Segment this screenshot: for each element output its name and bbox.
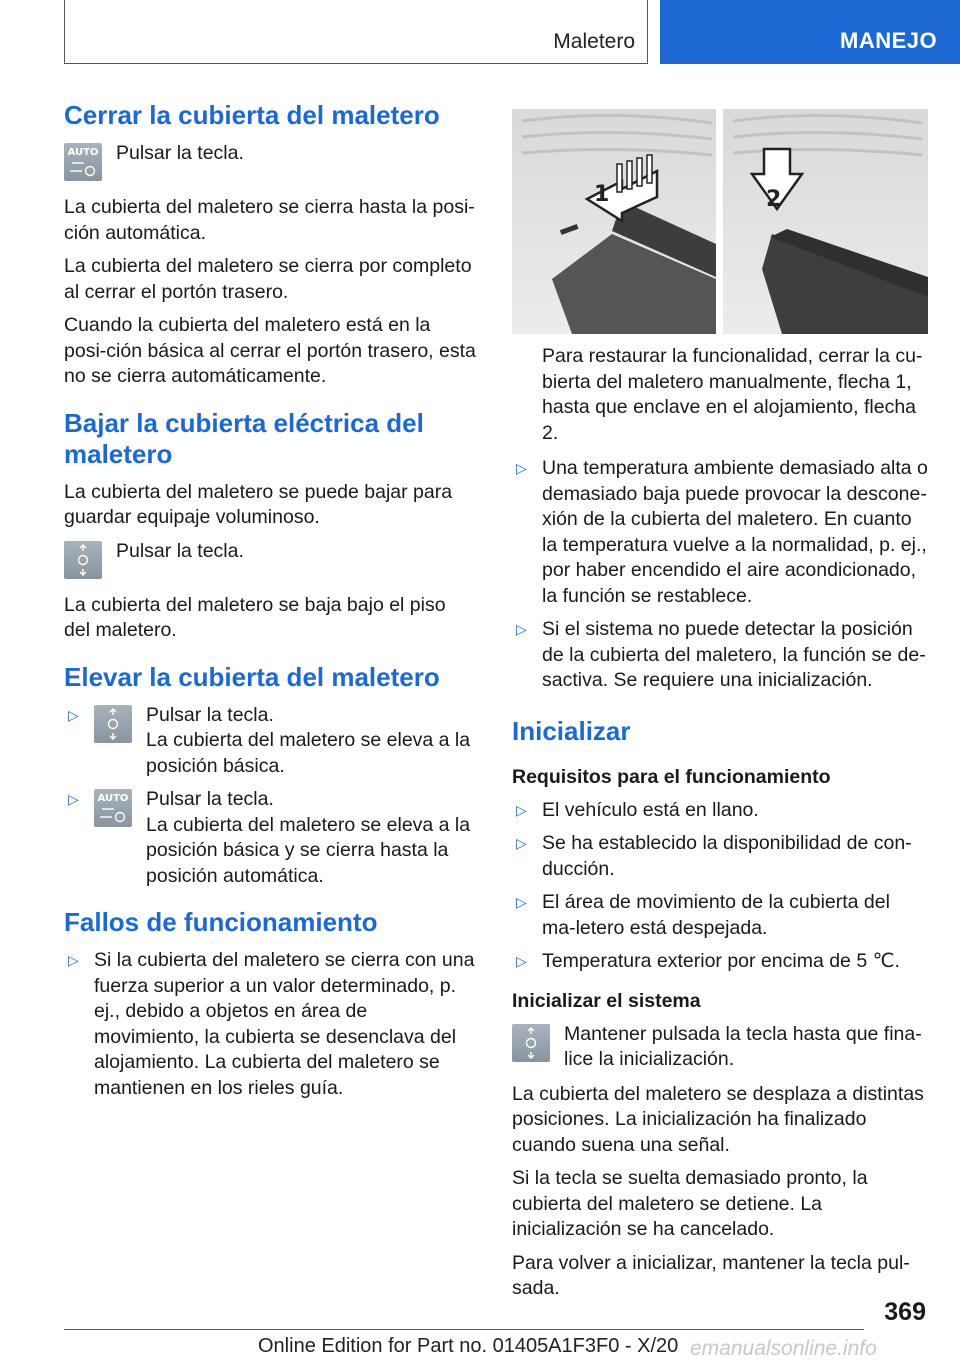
key-instruction bbox=[64, 141, 476, 187]
key-instruction bbox=[94, 787, 476, 889]
cover-up-down-key-icon bbox=[64, 541, 102, 579]
header-chapter-title: MANEJO bbox=[840, 28, 938, 53]
section-close-cover bbox=[64, 100, 476, 390]
header-box bbox=[64, 0, 648, 64]
photo-label-2: 2 bbox=[766, 187, 782, 212]
list-item-text: El vehículo está en llano. bbox=[542, 798, 759, 821]
cover-up-down-key-icon bbox=[512, 1024, 550, 1062]
list-item bbox=[512, 617, 928, 694]
footer-edition: Online Edition for Part no. 01405A1F3F0 - X/20 bbox=[258, 1335, 679, 1357]
key-instruction-text: Pulsar la tecla. bbox=[116, 539, 244, 562]
bullet-triangle-icon: ▷ bbox=[68, 706, 79, 723]
bullet-list bbox=[512, 456, 928, 694]
bullet-list bbox=[512, 798, 928, 975]
photo-label-1: 1 bbox=[594, 182, 610, 207]
photo-caption: Para restaurar la funcionalidad, cerrar la cu‐bierta del maletero manualmente, flecha 1, hasta que enclave en el alojamiento, flecha 2. bbox=[542, 345, 923, 444]
list-item bbox=[512, 890, 928, 941]
section-malfunctions bbox=[64, 907, 476, 1101]
header-chapter-tab bbox=[660, 0, 960, 64]
auto-close-key-icon bbox=[64, 143, 102, 181]
subsection-title: Inicializar el sistema bbox=[512, 989, 701, 1012]
key-instruction bbox=[512, 1022, 928, 1074]
key-instruction-text: Pulsar la tecla. bbox=[146, 788, 274, 810]
list-item-text: Se ha establecido la disponibilidad de con‐ducción. bbox=[542, 832, 912, 880]
key-instruction bbox=[94, 703, 476, 780]
paragraph: Si la tecla se suelta demasiado pronto, la cubierta del maletero se detiene. La inicialización se ha cancelado. bbox=[512, 1167, 868, 1240]
key-instruction-text: Pulsar la tecla. bbox=[146, 703, 274, 726]
list-item bbox=[64, 787, 476, 889]
bullet-triangle-icon: ▷ bbox=[516, 621, 527, 637]
bullet-triangle-icon: ▷ bbox=[516, 835, 527, 851]
footer-divider bbox=[64, 1329, 864, 1330]
list-item-text: Una temperatura ambiente demasiado alta o demasiado baja puede provocar la descone‐xión de la cubierta del maletero. En cuanto la temperatura vuelve a la normalidad, p. ej., por haber encendido el aire acondicionado, la función se restablece. bbox=[542, 457, 928, 607]
key-instruction-text: Mantener pulsada la tecla hasta que fina‐lice la inicialización. bbox=[564, 1022, 922, 1070]
section-raise-cover bbox=[64, 662, 476, 890]
section-lower-cover bbox=[64, 408, 476, 644]
section-title: Fallos de funcionamiento bbox=[64, 907, 378, 937]
list-item bbox=[512, 798, 928, 824]
svg-text:AUTO: AUTO bbox=[67, 147, 99, 158]
paragraph: La cubierta del maletero se cierra por completo al cerrar el portón trasero. bbox=[64, 255, 472, 303]
key-instruction bbox=[64, 539, 476, 585]
auto-close-key-icon bbox=[94, 789, 132, 827]
bullet-triangle-icon: ▷ bbox=[516, 801, 527, 818]
cover-latch-photo bbox=[512, 109, 928, 334]
section-title: Inicializar bbox=[512, 715, 631, 746]
list-item-text: El área de movimiento de la cubierta del ma‐letero está despejada. bbox=[542, 891, 890, 939]
page-number: 369 bbox=[884, 1298, 926, 1326]
watermark: emanualsonline.info bbox=[690, 1337, 877, 1360]
bullet-triangle-icon: ▷ bbox=[68, 952, 79, 968]
paragraph: Cuando la cubierta del maletero está en la posi‐ción básica al cerrar el portón trasero, esta no se cierra automáticamente. bbox=[64, 314, 476, 387]
list-item bbox=[512, 456, 928, 609]
list-item bbox=[512, 831, 928, 882]
list-item-text: Si el sistema no puede detectar la posición de la cubierta del maletero, la función se de‐sactiva. Se requiere una inicialización. bbox=[542, 618, 926, 691]
list-item-text: Temperatura exterior por encima de 5 ℃. bbox=[542, 950, 900, 972]
list-item bbox=[512, 949, 928, 975]
header-section-title: Maletero bbox=[553, 30, 635, 53]
bullet-triangle-icon: ▷ bbox=[516, 953, 527, 969]
subsection-title: Requisitos para el funcionamiento bbox=[512, 765, 831, 788]
key-instruction-text: Pulsar la tecla. bbox=[116, 142, 244, 164]
paragraph: La cubierta del maletero se baja bajo el piso del maletero. bbox=[64, 593, 446, 641]
list-item-text: La cubierta del maletero se eleva a la posición básica y se cierra hasta la posición automática. bbox=[146, 813, 471, 887]
list-item-text: La cubierta del maletero se eleva a la posición básica. bbox=[146, 729, 471, 777]
bullet-list bbox=[64, 703, 476, 890]
right-column bbox=[512, 104, 928, 1310]
paragraph: La cubierta del maletero se cierra hasta la posi‐ción automática. bbox=[64, 196, 475, 244]
svg-text:AUTO: AUTO bbox=[97, 793, 129, 804]
list-item bbox=[64, 703, 476, 780]
paragraph: Para volver a inicializar, mantener la tecla pul‐sada. bbox=[512, 1251, 910, 1299]
bullet-list bbox=[64, 948, 476, 1101]
paragraph: La cubierta del maletero se puede bajar para guardar equipaje voluminoso. bbox=[64, 480, 453, 528]
section-initialize bbox=[512, 716, 928, 1302]
cover-up-down-key-icon bbox=[94, 705, 132, 743]
section-title: Cerrar la cubierta del maletero bbox=[64, 100, 440, 130]
paragraph: La cubierta del maletero se desplaza a distintas posiciones. La inicialización ha finalizado cuando suena una señal. bbox=[512, 1082, 924, 1156]
list-item-text: Si la cubierta del maletero se cierra con una fuerza superior a un valor determinado, p. ej., debido a objetos en área de movimiento, la cubierta se desenclava del alojamiento. La cubierta del maletero se mantienen en los rieles guía. bbox=[94, 949, 475, 1099]
section-title: Bajar la cubierta eléctrica del maletero bbox=[64, 407, 424, 469]
bullet-triangle-icon: ▷ bbox=[516, 460, 527, 476]
bullet-triangle-icon: ▷ bbox=[68, 791, 79, 807]
list-item bbox=[64, 948, 476, 1101]
bullet-triangle-icon: ▷ bbox=[516, 894, 527, 910]
section-title: Elevar la cubierta del maletero bbox=[64, 661, 440, 692]
left-column bbox=[64, 100, 476, 1109]
